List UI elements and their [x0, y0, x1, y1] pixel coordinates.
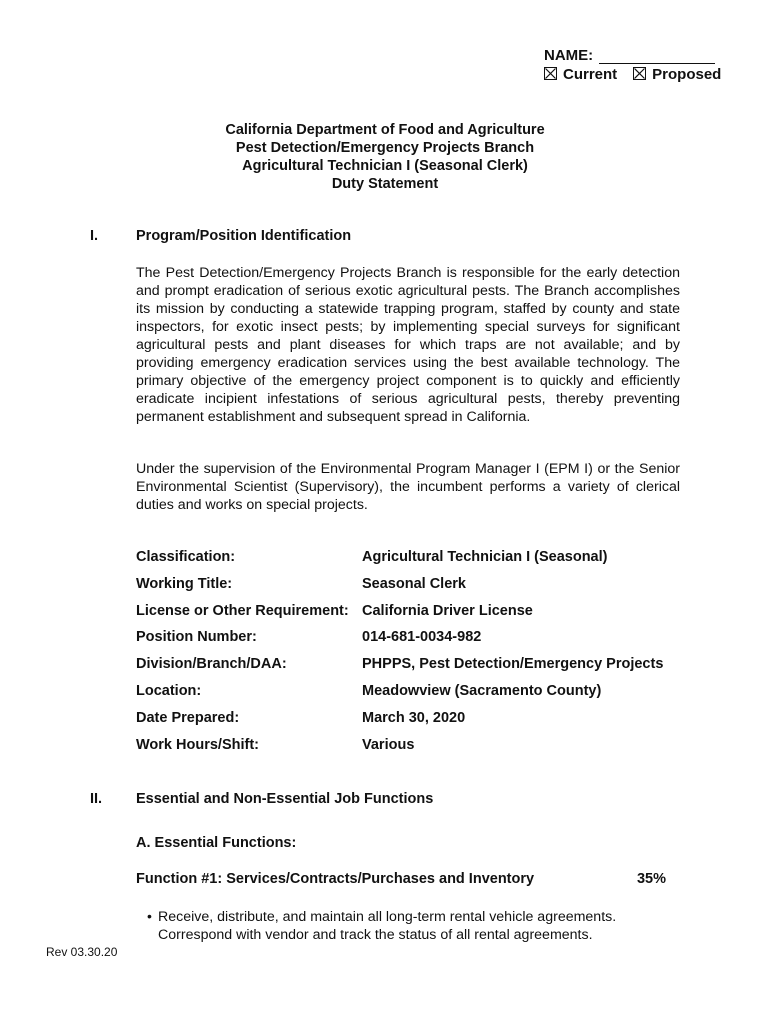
info-label: License or Other Requirement: [136, 603, 349, 619]
info-label: Work Hours/Shift: [136, 737, 259, 753]
info-row-location [136, 683, 696, 703]
info-value: PHPPS, Pest Detection/Emergency Projects [362, 656, 664, 672]
status-checkboxes [544, 66, 721, 83]
info-label: Working Title: [136, 576, 233, 592]
info-label: Classification: [136, 549, 236, 565]
current-label: Current [563, 66, 618, 83]
info-value: March 30, 2020 [362, 710, 466, 726]
function-1-heading [136, 871, 666, 887]
essential-functions-heading: A. Essential Functions: [136, 835, 297, 851]
name-blank-line [599, 49, 715, 64]
proposed-label: Proposed [652, 66, 722, 83]
info-row-classification [136, 549, 696, 569]
info-row-working-title [136, 576, 696, 596]
info-label: Location: [136, 683, 202, 699]
bullet-icon: • [147, 908, 152, 924]
title-document-type: Duty Statement [331, 176, 439, 192]
function-1-title: Function #1: Services/Contracts/Purchases and Inventory [136, 871, 535, 887]
name-label: NAME: [544, 47, 594, 64]
proposed-checkbox [633, 67, 646, 80]
info-value: Various [362, 737, 415, 753]
info-label: Division/Branch/DAA: [136, 656, 287, 672]
current-checkbox [544, 67, 557, 80]
title-position: Agricultural Technician I (Seasonal Clerk) [242, 158, 528, 174]
info-row-date-prepared [136, 710, 696, 730]
document-title-block [0, 121, 770, 193]
info-row-position-number [136, 629, 696, 649]
section-2-title: Essential and Non-Essential Job Functions [136, 791, 434, 807]
info-label: Position Number: [136, 629, 257, 645]
info-row-division [136, 656, 696, 676]
info-value: California Driver License [362, 603, 533, 619]
info-value: 014-681-0034-982 [362, 629, 482, 645]
name-field [544, 47, 715, 64]
section-1-number: I. [90, 228, 99, 244]
title-branch: Pest Detection/Emergency Projects Branch [235, 140, 535, 156]
revision-footer: Rev 03.30.20 [46, 945, 118, 959]
info-value: Meadowview (Sacramento County) [362, 683, 602, 699]
info-value: Seasonal Clerk [362, 576, 466, 592]
function-1-bullet-1: Receive, distribute, and maintain all long-term rental vehicle agreements. Correspond with vendor and track the status of all rental agreements. [158, 909, 617, 943]
info-label: Date Prepared: [136, 710, 240, 726]
section-1-paragraph-2: Under the supervision of the Environmental Program Manager I (EPM I) or the Senior Environmental Scientist (Supervisory), the incumbent performs a variety of clerical duties and works on special projects. [136, 461, 680, 513]
info-row-work-hours [136, 737, 696, 757]
section-2-number: II. [90, 791, 103, 807]
section-1-title: Program/Position Identification [136, 228, 352, 244]
title-department: California Department of Food and Agriculture [225, 122, 545, 138]
info-value: Agricultural Technician I (Seasonal) [362, 549, 608, 565]
function-1-percent: 35% [636, 871, 666, 887]
info-row-license [136, 603, 696, 623]
section-1-paragraph-1: The Pest Detection/Emergency Projects Branch is responsible for the early detection and prompt eradication of serious exotic agricultural pests. The Branch accomplishes its mission by conducting a statewide trapping program, staffed by county and state inspectors, for exotic insect pests; by implementing special surveys for significant agricultural pests and plant diseases for which traps are not available; and by providing emergency eradication services using the best available technology. The primary objective of the emergency project component is to quickly and efficiently eradicate incipient infestations of serious agricultural pests, thereby preventing permanent establishment and subsequent spread in California. [136, 265, 680, 425]
